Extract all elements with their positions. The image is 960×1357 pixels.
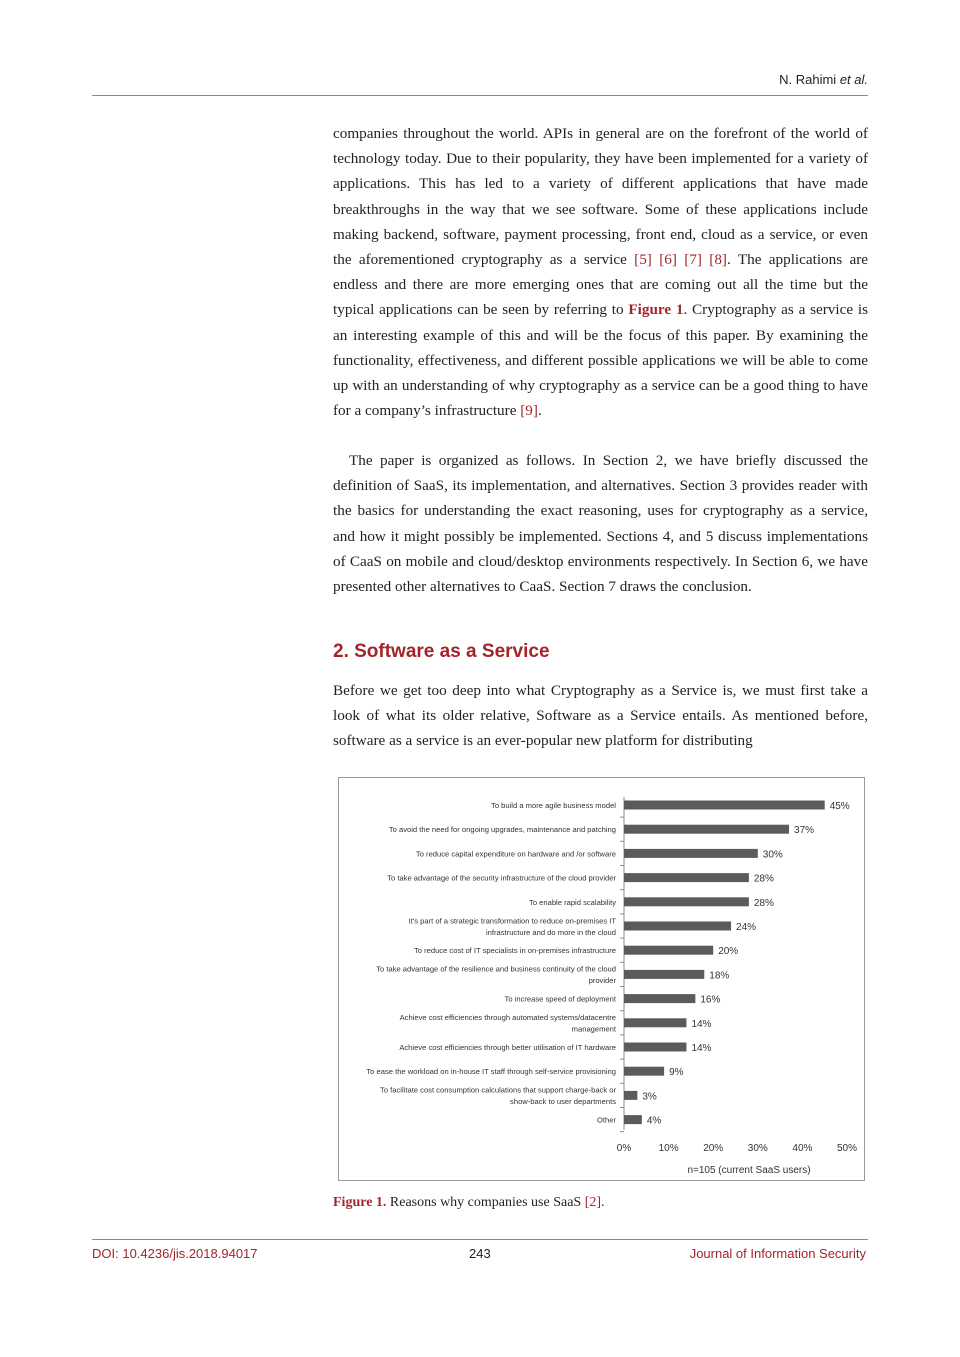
chart-category-label: To reduce cost of IT specialists in on-premises infrastructure: [413, 946, 616, 956]
figure-caption-citation[interactable]: [2]: [584, 1195, 602, 1210]
chart-category-label: To reduce capital expenditure on hardware and /or software: [415, 849, 616, 859]
chart-bar-value-label: 3%: [642, 1091, 657, 1103]
chart-category-label: To avoid the need for ongoing upgrades, maintenance and patching: [388, 825, 616, 835]
figure-caption: [333, 1195, 605, 1211]
chart-bar: [624, 1091, 637, 1100]
header-author: [779, 72, 868, 87]
chart-bar-value-label: 14%: [691, 1018, 712, 1030]
paragraph-1-text-b: . The applications are endless and there are more emerging ones that are coming out all the time but the typical applications can be seen by referring to: [333, 251, 869, 319]
page-number: 243: [469, 1246, 491, 1261]
author-name: N. Rahimi: [779, 72, 837, 87]
chart-category-label: To take advantage of the security infrastructure of the cloud provider: [387, 873, 616, 883]
chart-x-tick-label: 30%: [747, 1143, 768, 1154]
saas-reasons-bar-chart: [339, 778, 866, 1182]
chart-bar: [624, 849, 758, 858]
citation-6[interactable]: [6]: [659, 251, 677, 269]
header-rule: [92, 95, 868, 96]
chart-bar: [624, 1115, 642, 1124]
chart-bar-value-label: 30%: [762, 849, 783, 861]
chart-category-label: infrastructure and do more in the cloud: [485, 927, 616, 937]
citation-8[interactable]: [8]: [709, 251, 727, 269]
chart-category-label: To build a more agile business model: [491, 801, 616, 810]
chart-bar-value-label: 18%: [709, 970, 730, 982]
footer-rule: [92, 1239, 868, 1240]
chart-bar: [624, 1043, 686, 1052]
chart-category-label: Achieve cost efficiencies through automated systems/datacentre: [399, 1013, 616, 1023]
chart-bar: [624, 946, 713, 955]
chart-bar: [624, 1018, 686, 1027]
chart-bar-value-label: 28%: [753, 897, 774, 909]
chart-category-label: Other: [597, 1115, 616, 1125]
chart-bar-value-label: 4%: [646, 1115, 662, 1127]
chart-bar: [624, 994, 695, 1003]
section-heading: 2. Software as a Service: [333, 641, 550, 662]
chart-bar-value-label: 14%: [691, 1043, 712, 1054]
citation-7[interactable]: [7]: [684, 251, 702, 269]
figure-caption-end: .: [601, 1195, 605, 1210]
chart-category-label: management: [571, 1024, 616, 1034]
chart-bar-value-label: 24%: [736, 922, 757, 933]
chart-category-label: Achieve cost efficiencies through better utilisation of IT hardware: [399, 1043, 616, 1052]
figure-caption-label: Figure 1.: [333, 1195, 387, 1210]
paragraph-1-text-a: companies throughout the world. APIs in general are on the forefront of the world of technology today. Due to their popularity, they have been implemented for a variety of applications. This has led to a variety of different applications that have made breakthroughs in the way that we see software. Some of these applications include making backend, software, payment processing, front end, cloud as a service, or even the aforementioned cryptography as a service: [333, 125, 868, 269]
figure-1-reference[interactable]: Figure 1: [628, 301, 684, 319]
chart-x-tick-label: 20%: [703, 1143, 724, 1154]
chart-x-tick-label: 50%: [836, 1143, 858, 1154]
chart-bar: [624, 801, 825, 810]
chart-category-label: To increase speed of deployment: [504, 994, 616, 1004]
paragraph-1-text-d: .: [537, 402, 542, 420]
citation-5[interactable]: [5]: [634, 251, 652, 269]
chart-bar-value-label: 9%: [669, 1067, 684, 1079]
chart-bar-value-label: 20%: [718, 946, 739, 958]
figure-1: [338, 777, 865, 1181]
chart-bar-value-label: 16%: [700, 994, 721, 1006]
chart-category-label: To ease the workload on in-house IT staff through self-service provisioning: [366, 1067, 616, 1077]
chart-x-tick-label: 0%: [616, 1143, 632, 1154]
chart-bar: [624, 1067, 664, 1076]
author-suffix: et al.: [839, 72, 868, 87]
chart-category-label: To take advantage of the resilience and business continuity of the cloud: [376, 964, 616, 974]
chart-x-tick-label: 10%: [658, 1143, 679, 1154]
chart-category-label: To enable rapid scalability: [529, 897, 616, 907]
chart-x-tick-label: 40%: [792, 1143, 813, 1154]
paragraph-1-text-c: . Cryptography as a service is an interesting example of this and will be the focus of this paper. By examining the functionality, effectiveness, and different possible applications we will be able to come up with an understanding of why cryptography as a service can be a good thing to have for a company’s infrastructure: [333, 301, 869, 420]
chart-bar: [624, 873, 749, 882]
chart-bar: [624, 825, 789, 834]
journal-name[interactable]: Journal of Information Security: [689, 1246, 866, 1261]
chart-bar: [624, 922, 731, 931]
chart-bar-value-label: 37%: [794, 825, 815, 837]
citation-9[interactable]: [9]: [520, 402, 538, 420]
chart-category-label: provider: [588, 976, 616, 986]
paragraph-2: The paper is organized as follows. In Section 2, we have briefly discussed the definition of SaaS, its implementation, and alternatives. Section 3 provides reader with the basics for understanding the exact reasoning, uses for cryptography as a service, and how it might possibly be implemented. Sections 4, and 5 discuss implementations of CaaS on mobile and cloud/desktop environments respectively. In Section 6, we have presented other alternatives to CaaS. Section 7 draws the conclusion.: [333, 452, 868, 596]
chart-category-label: show-back to user departments: [510, 1097, 616, 1107]
chart-category-label: It's part of a strategic transformation to reduce on-premises IT: [408, 916, 616, 926]
chart-bar: [624, 897, 749, 906]
chart-bar-value-label: 28%: [753, 873, 774, 885]
chart-bar: [624, 970, 704, 979]
paragraph-1: [333, 121, 868, 423]
paragraph-3: Before we get too deep into what Cryptography as a Service is, we must first take a look of what its older relative, Software as a Service entails. As mentioned before, software as a service is an ever-popular new platform for distributing: [333, 682, 868, 750]
figure-caption-text: Reasons why companies use SaaS: [386, 1195, 585, 1210]
chart-category-label: To facilitate cost consumption calculations that support charge-back or: [380, 1085, 616, 1095]
chart-bar-value-label: 45%: [829, 801, 850, 812]
chart-sample-note: n=105 (current SaaS users): [687, 1165, 811, 1176]
footer-doi[interactable]: DOI: 10.4236/jis.2018.94017: [92, 1246, 258, 1261]
